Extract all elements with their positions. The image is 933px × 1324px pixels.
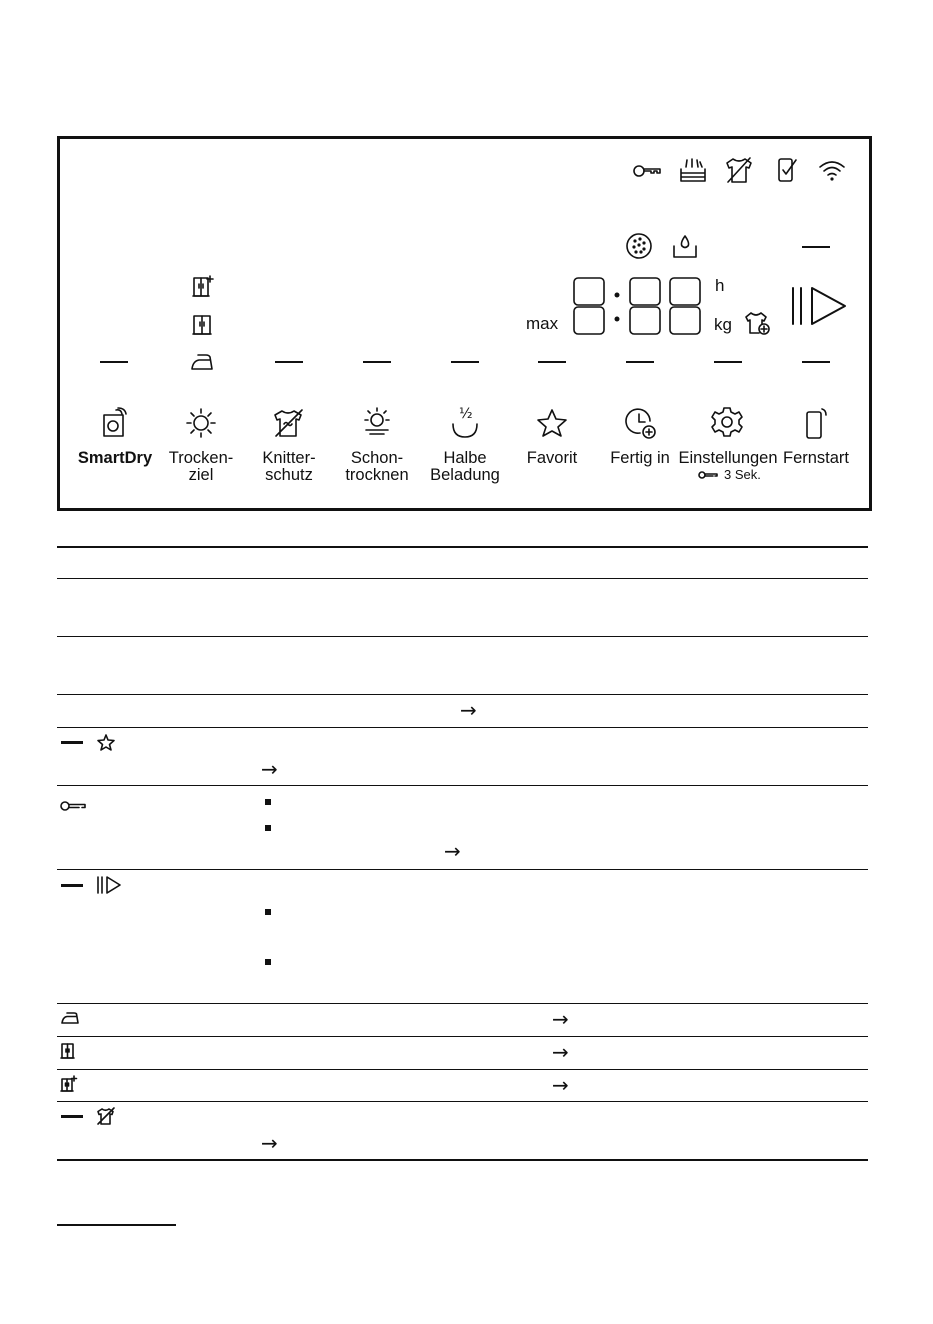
- indicator-dash: [626, 361, 654, 363]
- button-label-fertig-in[interactable]: Fertig in: [610, 449, 670, 467]
- cupboard-dry-plus-icon: [191, 273, 215, 299]
- button-label-smartdry[interactable]: SmartDry: [77, 449, 153, 467]
- arrow-icon: →: [552, 1073, 569, 1097]
- button-label-knitterschutz[interactable]: Knitter- schutz: [262, 449, 316, 484]
- indicator-dash: [100, 361, 128, 363]
- button-label-einstellungen[interactable]: Einstellungen: [678, 449, 778, 467]
- shirt-plus-icon: [744, 310, 772, 336]
- unit-hours: h: [715, 276, 725, 295]
- key-icon: [633, 160, 663, 182]
- bullet-point: [265, 799, 271, 805]
- indicator-dash: [363, 361, 391, 363]
- indicator-dash: [714, 361, 742, 363]
- table-rule: [57, 1003, 868, 1004]
- half-load-icon[interactable]: [450, 404, 480, 440]
- iron-icon: [189, 352, 215, 372]
- unit-kg: kg: [714, 315, 732, 334]
- remote-start-icon[interactable]: [805, 406, 829, 440]
- no-crease-shirt-icon: [724, 156, 754, 184]
- anti-crease-icon[interactable]: [272, 408, 306, 438]
- iron-icon: [60, 1011, 80, 1025]
- indicator-dash: [802, 361, 830, 363]
- table-rule: [57, 1101, 868, 1102]
- hold-duration-label: 3 Sek.: [724, 467, 761, 482]
- anti-crease-icon: [96, 1107, 116, 1126]
- table-rule: [57, 785, 868, 786]
- timer-plus-icon[interactable]: [624, 405, 658, 441]
- footnote-rule: [57, 1224, 176, 1226]
- button-label-favorit[interactable]: Favorit: [526, 449, 578, 467]
- bullet-point: [265, 825, 271, 831]
- gear-icon[interactable]: [711, 406, 743, 438]
- indicator-dash: [61, 1115, 83, 1118]
- arrow-icon: →: [261, 1131, 278, 1155]
- indicator-dash: [275, 361, 303, 363]
- table-rule: [57, 546, 868, 548]
- cupboard-dry-plus-icon: [60, 1075, 78, 1093]
- lint-filter-icon: [625, 232, 653, 260]
- indicator-dash: [61, 884, 83, 887]
- sun-icon[interactable]: [186, 408, 216, 438]
- indicator-dash: [538, 361, 566, 363]
- phone-connected-icon: [776, 155, 800, 185]
- table-rule: [57, 1036, 868, 1037]
- display-prefix: max: [526, 314, 559, 333]
- indicator-dash: [802, 246, 830, 248]
- table-rule: [57, 1069, 868, 1070]
- bullet-point: [265, 959, 271, 965]
- table-rule: [57, 636, 868, 637]
- button-label-trockenziel[interactable]: Trocken- ziel: [168, 449, 234, 484]
- water-container-icon: [671, 232, 699, 260]
- gentle-sun-icon[interactable]: [362, 406, 392, 438]
- table-rule: [57, 578, 868, 579]
- key-icon: [60, 799, 88, 813]
- arrow-icon: →: [261, 757, 278, 781]
- button-label-halbe-beladung[interactable]: Halbe Beladung: [430, 449, 500, 484]
- arrow-icon: →: [552, 1007, 569, 1031]
- cupboard-dry-icon: [60, 1042, 76, 1060]
- smartdry-icon[interactable]: [101, 408, 129, 438]
- table-rule: [57, 694, 868, 695]
- filter-tray-icon: [679, 157, 707, 183]
- table-rule: [57, 727, 868, 728]
- time-display: [570, 274, 705, 338]
- bullet-point: [265, 909, 271, 915]
- button-label-schontrocknen[interactable]: Schon- trocknen: [345, 449, 409, 484]
- indicator-dash: [61, 741, 83, 744]
- star-icon[interactable]: [536, 408, 568, 438]
- arrow-icon: →: [552, 1040, 569, 1064]
- key-small-icon: [698, 469, 720, 481]
- cupboard-dry-icon: [191, 311, 215, 337]
- arrow-icon: →: [460, 698, 477, 722]
- table-rule: [57, 869, 868, 870]
- wifi-icon: [818, 158, 846, 182]
- button-label-fernstart[interactable]: Fernstart: [782, 449, 850, 467]
- indicator-dash: [451, 361, 479, 363]
- arrow-icon: →: [444, 839, 461, 863]
- star-icon: [97, 734, 115, 751]
- start-pause-icon: [96, 876, 122, 894]
- start-pause-icon[interactable]: [790, 285, 850, 327]
- table-rule: [57, 1159, 868, 1161]
- svg-text:½: ½: [459, 406, 473, 422]
